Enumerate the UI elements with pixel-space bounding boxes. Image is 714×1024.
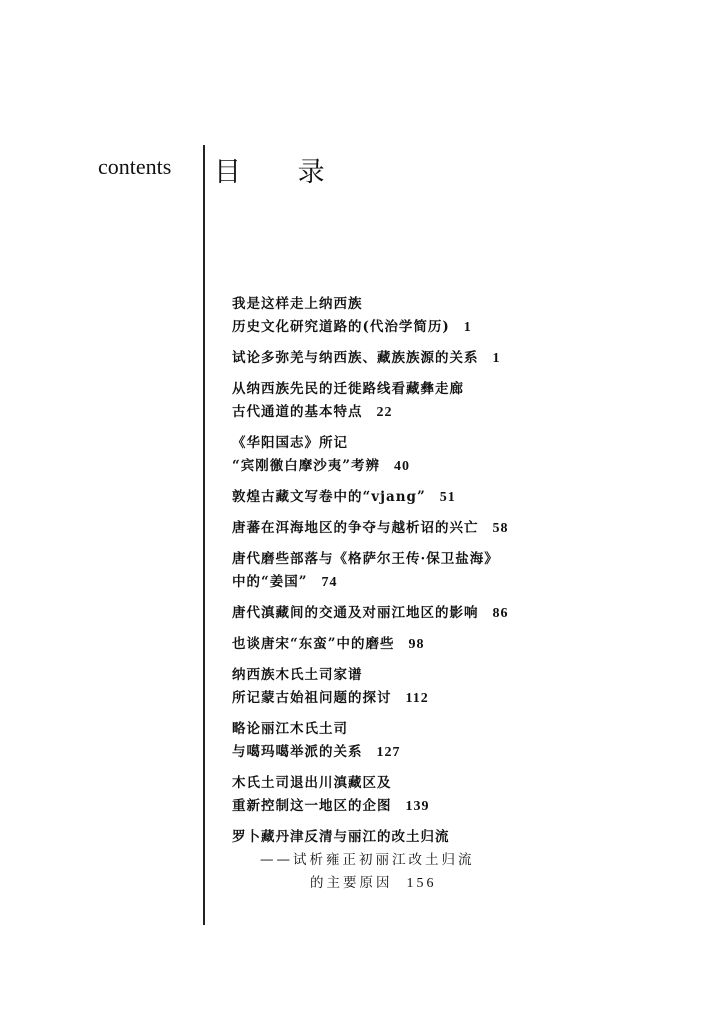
toc-page-number: 40 xyxy=(394,459,411,474)
toc-entry-line xyxy=(232,795,632,818)
table-of-contents xyxy=(232,293,632,903)
toc-entry-title: 也谈唐宋“东蛮”中的磨些 xyxy=(232,636,395,652)
toc-page-number: 98 xyxy=(408,637,425,652)
toc-entry-line xyxy=(232,772,632,795)
toc-entry[interactable] xyxy=(232,826,632,895)
vertical-divider xyxy=(203,145,205,925)
toc-entry-line xyxy=(232,633,632,656)
toc-entry[interactable] xyxy=(232,602,632,625)
toc-page-number: 74 xyxy=(321,575,338,590)
toc-entry-title: 试论多弥羌与纳西族、藏族族源的关系 xyxy=(232,350,479,366)
toc-entry-line xyxy=(232,486,632,509)
toc-entry-line xyxy=(232,432,632,455)
toc-entry-line xyxy=(232,316,632,339)
toc-entry-title: 《华阳国志》所记 xyxy=(232,435,348,451)
toc-entry-line xyxy=(232,741,632,764)
toc-page-number: 139 xyxy=(405,799,430,814)
toc-entry-title: 重新控制这一地区的企图 xyxy=(232,798,392,814)
toc-entry-line xyxy=(232,872,632,895)
toc-entry[interactable] xyxy=(232,664,632,710)
toc-page-number: 58 xyxy=(492,521,509,536)
toc-entry-title: “宾刚徼白摩沙夷”考辨 xyxy=(232,458,381,474)
toc-entry-line xyxy=(232,455,632,478)
toc-entry-title: ——试析雍正初丽江改土归流 xyxy=(260,852,475,868)
toc-entry-line xyxy=(232,664,632,687)
toc-entry-line xyxy=(232,571,632,594)
toc-entry-title: 木氏土司退出川滇藏区及 xyxy=(232,775,392,791)
toc-entry[interactable] xyxy=(232,432,632,478)
toc-page-number: 51 xyxy=(439,490,456,505)
toc-entry-title: 中的“姜国” xyxy=(232,574,308,590)
toc-entry[interactable] xyxy=(232,517,632,540)
toc-entry-title: 与噶玛噶举派的关系 xyxy=(232,744,363,760)
toc-entry[interactable] xyxy=(232,293,632,339)
toc-entry-line xyxy=(232,347,632,370)
toc-entry-line xyxy=(232,602,632,625)
toc-entry-line xyxy=(232,378,632,401)
toc-entry-line xyxy=(232,849,632,872)
toc-entry-title: 略论丽江木氏土司 xyxy=(232,721,348,737)
toc-entry[interactable] xyxy=(232,633,632,656)
toc-entry-line xyxy=(232,826,632,849)
toc-entry[interactable] xyxy=(232,772,632,818)
toc-entry-line xyxy=(232,718,632,741)
toc-entry-title: 古代通道的基本特点 xyxy=(232,404,363,420)
toc-page-number: 127 xyxy=(376,745,401,760)
toc-entry[interactable] xyxy=(232,548,632,594)
toc-entry-line xyxy=(232,517,632,540)
toc-entry-line xyxy=(232,401,632,424)
toc-entry-title: 唐代磨些部落与《格萨尔王传·保卫盐海》 xyxy=(232,551,499,567)
toc-page-number: 112 xyxy=(405,691,429,706)
toc-entry-line xyxy=(232,293,632,316)
toc-entry-title: 唐蕃在洱海地区的争夺与越析诏的兴亡 xyxy=(232,520,479,536)
toc-entry-title: 我是这样走上纳西族 xyxy=(232,296,363,312)
toc-entry-title: 的主要原因 xyxy=(310,875,393,891)
toc-entry[interactable] xyxy=(232,718,632,764)
toc-entry-title: 唐代滇藏间的交通及对丽江地区的影响 xyxy=(232,605,479,621)
toc-page-number: 1 xyxy=(492,351,501,366)
toc-entry[interactable] xyxy=(232,347,632,370)
toc-page-number: 86 xyxy=(492,606,509,621)
toc-page-number: 22 xyxy=(376,405,393,420)
toc-entry[interactable] xyxy=(232,378,632,424)
toc-entry-title: 从纳西族先民的迁徙路线看藏彝走廊 xyxy=(232,381,464,397)
contents-label: contents xyxy=(98,154,172,179)
toc-entry-line xyxy=(232,687,632,710)
toc-entry[interactable] xyxy=(232,486,632,509)
toc-entry-line xyxy=(232,548,632,571)
page-title: 目 录 xyxy=(214,157,349,188)
toc-entry-title: 纳西族木氏土司家谱 xyxy=(232,667,363,683)
toc-page-number: 1 xyxy=(463,320,472,335)
toc-page-number: 156 xyxy=(406,876,437,891)
toc-entry-title: 所记蒙古始祖问题的探讨 xyxy=(232,690,392,706)
toc-entry-title: 敦煌古藏文写卷中的“vjang” xyxy=(232,489,426,505)
toc-entry-title: 历史文化研究道路的(代治学简历) xyxy=(232,319,450,335)
toc-entry-title: 罗卜藏丹津反清与丽江的改土归流 xyxy=(232,829,450,845)
